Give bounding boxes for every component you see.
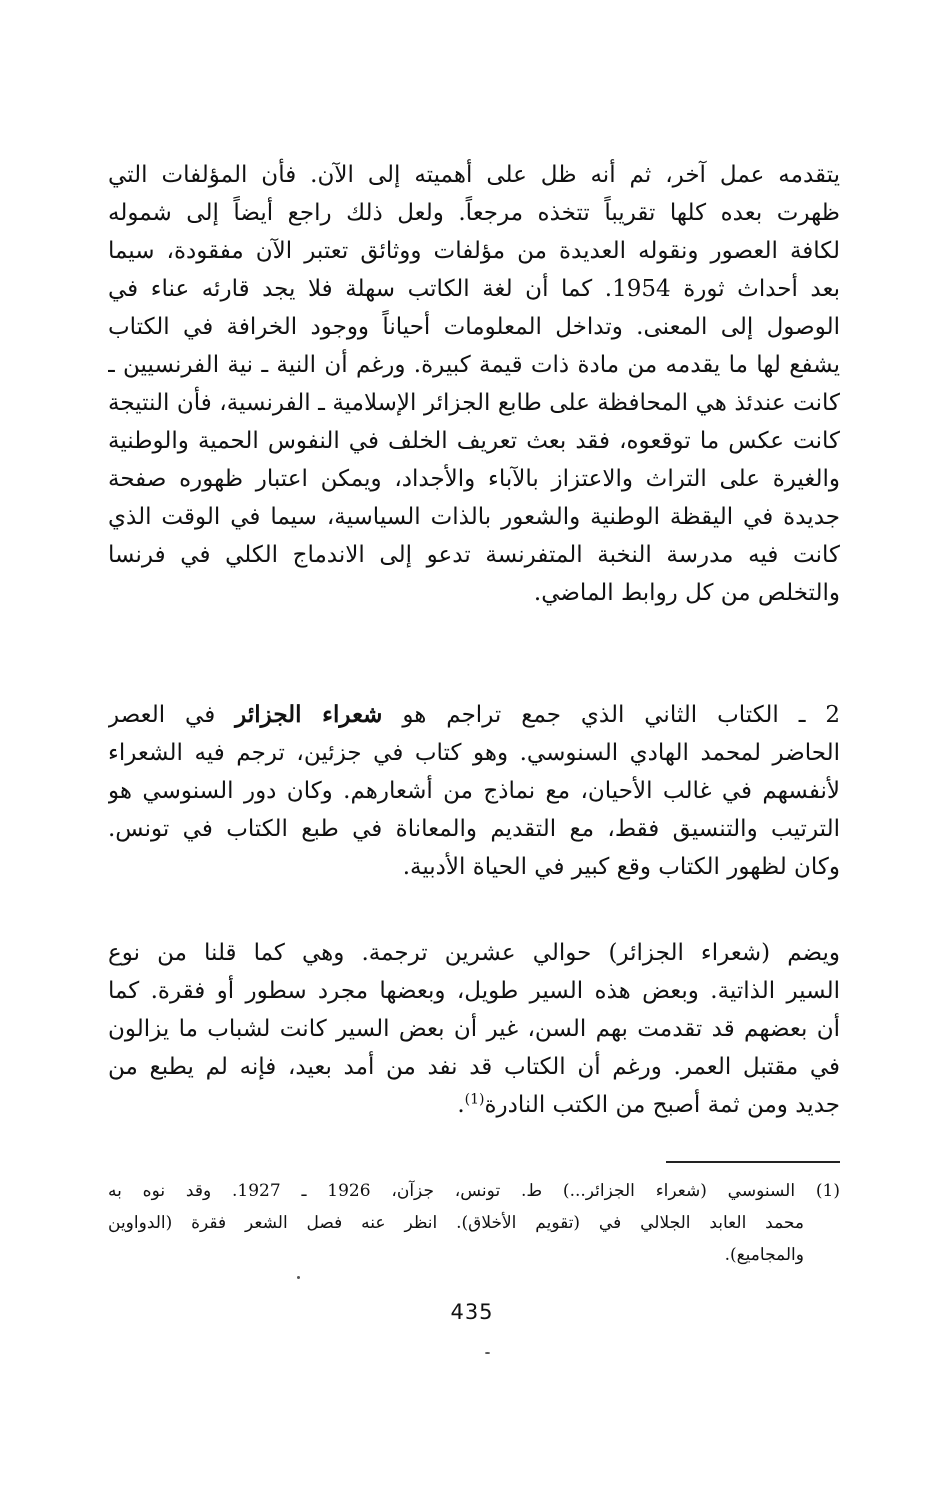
text-line: أن بعضهم قد تقدمت بهم السن، غير أن بعض السير كانت لشباب ما يزالون: [108, 1016, 840, 1042]
paragraph-1: [108, 156, 840, 612]
paragraph-2: [108, 696, 840, 886]
footnote-line: والمجاميع).: [724, 1245, 804, 1265]
footnote-line: (1) السنوسي (شعراء الجزائر...) ط. تونس، جزآن، 1926 ـ 1927. وقد نوه به: [108, 1181, 840, 1201]
text-line: يشفع لها ما يقدمه من مادة ذات قيمة كبيرة. ورغم أن النية ـ نية الفرنسيين ـ: [108, 352, 840, 378]
scan-speck: [485, 1352, 490, 1354]
footnote-section: [108, 1175, 840, 1271]
text-line: [108, 1086, 840, 1124]
footnote-divider: [666, 1161, 840, 1163]
scan-speck: [297, 1276, 300, 1279]
footnote-reference[interactable]: (1): [464, 1091, 485, 1108]
text-line: في مقتبل العمر. ورغم أن الكتاب قد نفد من أمد بعيد، فإنه لم يطبع من: [108, 1054, 840, 1080]
text-line: لأنفسهم في غالب الأحيان، مع نماذج من أشعارهم. وكان دور السنوسي هو: [108, 778, 840, 804]
text-line: جديدة في اليقظة الوطنية والشعور بالذات السياسية، سيما في الوقت الذي: [108, 504, 840, 530]
text-segment: .: [457, 1092, 465, 1118]
text-line: الحاضر لمحمد الهادي السنوسي. وهو كتاب في جزئين، ترجم فيه الشعراء: [108, 740, 840, 766]
text-line: كانت فيه مدرسة النخبة المتفرنسة تدعو إلى الاندماج الكلي في فرنسا: [108, 542, 840, 568]
paragraph-3: [108, 934, 840, 1124]
text-line: يتقدمه عمل آخر، ثم أنه ظل على أهميته إلى الآن. فأن المؤلفات التي: [108, 162, 840, 188]
text-segment: جديد ومن ثمة أصبح من الكتب النادرة: [484, 1092, 840, 1118]
text-line: الوصول إلى المعنى. وتداخل المعلومات أحياناً ووجود الخرافة في الكتاب: [108, 314, 840, 340]
text-line: ويضم (شعراء الجزائر) حوالي عشرين ترجمة. وهي كما قلنا من نوع: [108, 940, 840, 966]
text-line: والتخلص من كل روابط الماضي.: [533, 580, 840, 606]
page-number: 435: [450, 1300, 494, 1324]
text-line: والغيرة على التراث والاعتزاز بالآباء والأجداد، ويمكن اعتبار ظهوره صفحة: [108, 466, 840, 492]
text-line: السير الذاتية. وبعض هذه السير طويل، وبعضها مجرد سطور أو فقرة. كما: [108, 978, 840, 1004]
text-line: كانت عكس ما توقعوه، فقد بعث تعريف الخلف في النفوس الحمية والوطنية: [108, 428, 840, 454]
text-line: [108, 696, 840, 734]
book-title-bold: شعراء الجزائر: [235, 701, 383, 728]
text-line: كانت عندئذ هي المحافظة على طابع الجزائر الإسلامية ـ الفرنسية، فأن النتيجة: [108, 390, 840, 416]
text-line: لكافة العصور ونقوله العديدة من مؤلفات ووثائق تعتبر الآن مفقودة، سيما: [108, 238, 840, 264]
text-line: وكان لظهور الكتاب وقع كبير في الحياة الأدبية.: [402, 854, 840, 880]
text-segment: 2 ـ الكتاب الثاني الذي جمع تراجم هو: [382, 702, 840, 728]
text-line: بعد أحداث ثورة 1954. كما أن لغة الكاتب سهلة فلا يجد قارئه عناء في: [108, 276, 840, 302]
text-line: ظهرت بعده كلها تقريباً تتخذه مرجعاً. ولعل ذلك راجع أيضاً إلى شموله: [108, 200, 840, 226]
text-segment: في العصر: [108, 702, 236, 728]
text-line: الترتيب والتنسيق فقط، مع التقديم والمعاناة في طبع الكتاب في تونس.: [108, 816, 840, 842]
footnote-line: محمد العابد الجلالي في (تقويم الأخلاق). انظر عنه فصل الشعر فقرة (الدواوين: [108, 1213, 804, 1233]
